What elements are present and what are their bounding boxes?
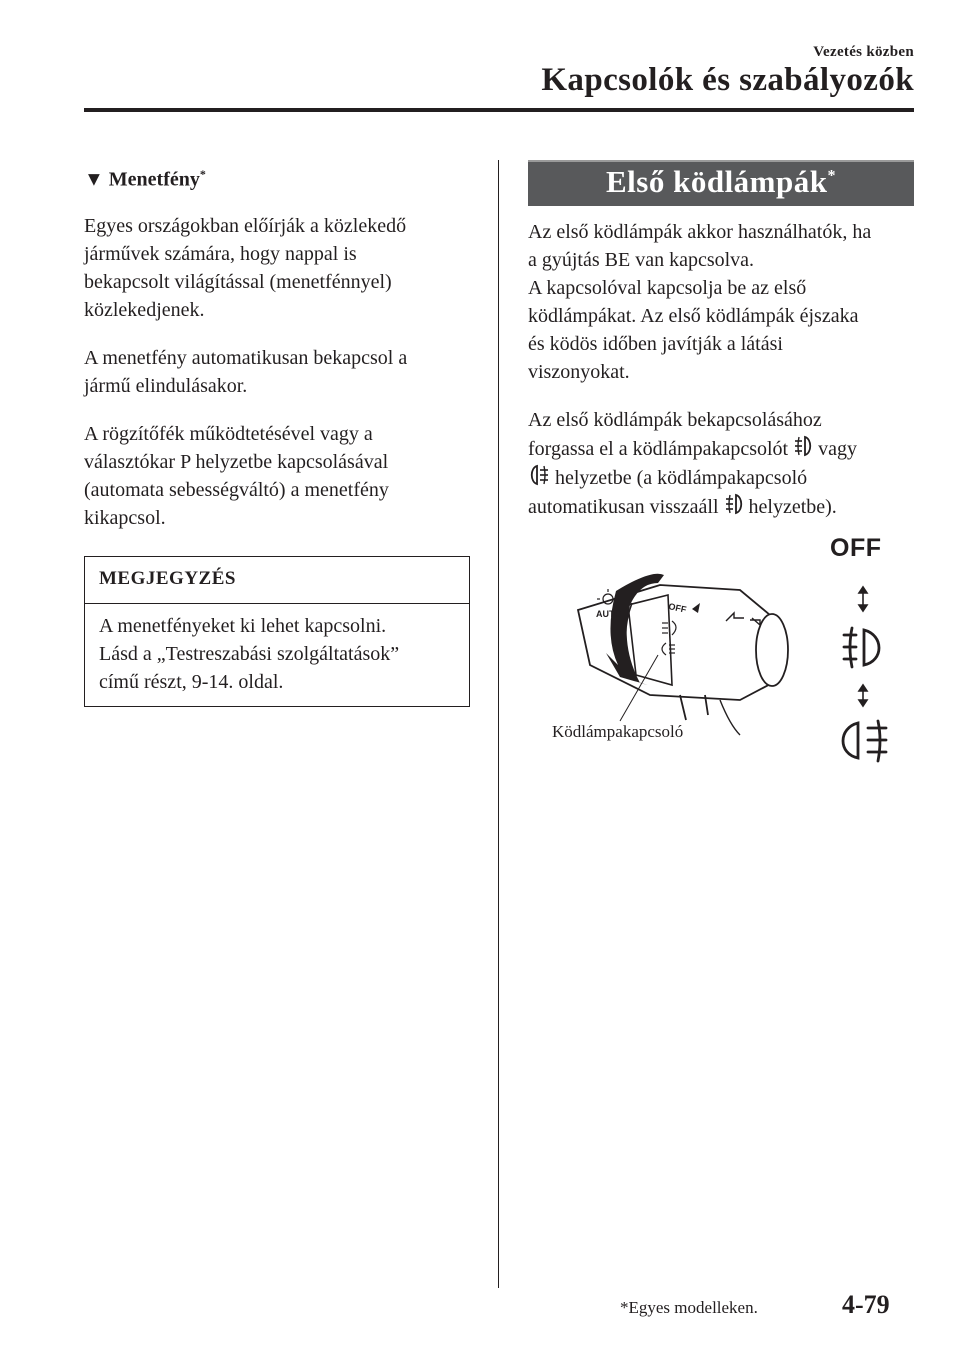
off-position-label: OFF	[830, 534, 882, 562]
heading-text: Menetfény	[108, 168, 200, 191]
heading-star: *	[199, 167, 206, 181]
page-number: 4-79	[842, 1290, 890, 1319]
daytime-running-light-heading	[84, 160, 474, 194]
position-arrow-1	[859, 587, 867, 611]
chapter-title: Kapcsolók és szabályozók	[541, 62, 914, 98]
switch-caption: Ködlámpakapcsoló	[552, 722, 684, 741]
rear-fog-lamp-icon	[528, 463, 550, 487]
rear-fog-lamp-icon	[843, 721, 886, 761]
footnote: *Egyes modelleken.	[620, 1298, 758, 1317]
note-title: MEGJEGYZÉS	[85, 557, 469, 604]
paragraph-1: Egyes országokban előírják a közlekedő járművek számára, hogy nappal is bekapcsolt világítással (menetfénnyel) közlekedjenek.	[84, 214, 407, 321]
right-column	[528, 218, 916, 541]
paragraph-3: A rögzítőfék működtetésével vagy a választókar P helyzetbe kapcsolásával (automata sebességváltó) a menetfény kikapcsol.	[84, 422, 389, 529]
note-box	[84, 556, 470, 707]
section-label: Vezetés közben	[813, 44, 914, 60]
banner-title: Első ködlámpák*	[605, 164, 836, 199]
note-body: A menetfényeket ki lehet kapcsolni. Lásd a „Testreszabási szolgáltatások” című részt, 9-14. oldal.	[99, 614, 400, 693]
front-fog-lamp-icon	[724, 492, 744, 516]
position-arrow-2	[859, 685, 867, 706]
section-banner	[528, 160, 914, 206]
fog-instructions-paragraph: Az első ködlámpák bekapcsolásához forgassa el a ködlámpakapcsolót vagy helyzetbe (a ködlámpakapcsoló automatikusan visszaáll helyzetbe).	[528, 409, 857, 518]
header-rule	[84, 108, 914, 112]
fog-intro-paragraph: Az első ködlámpák akkor használhatók, ha a gyújtás BE van kapcsolva. A kapcsolóval kapcsolja be az első ködlámpákat. Az első ködlámpák éjszaka és ködös időben javítják a látási viszonyokat.	[528, 221, 872, 383]
front-fog-lamp-icon	[844, 628, 879, 667]
front-fog-lamp-icon	[793, 434, 813, 458]
fog-lamp-switch-illustration	[540, 535, 920, 785]
left-column	[84, 160, 474, 707]
auto-label: AUTO	[596, 609, 622, 619]
paragraph-2: A menetfény automatikusan bekapcsol a jármű elindulásakor.	[84, 346, 408, 397]
column-divider	[498, 160, 499, 1288]
heading-marker: ▼	[84, 168, 104, 191]
switch-off-label: OFF	[667, 601, 688, 615]
